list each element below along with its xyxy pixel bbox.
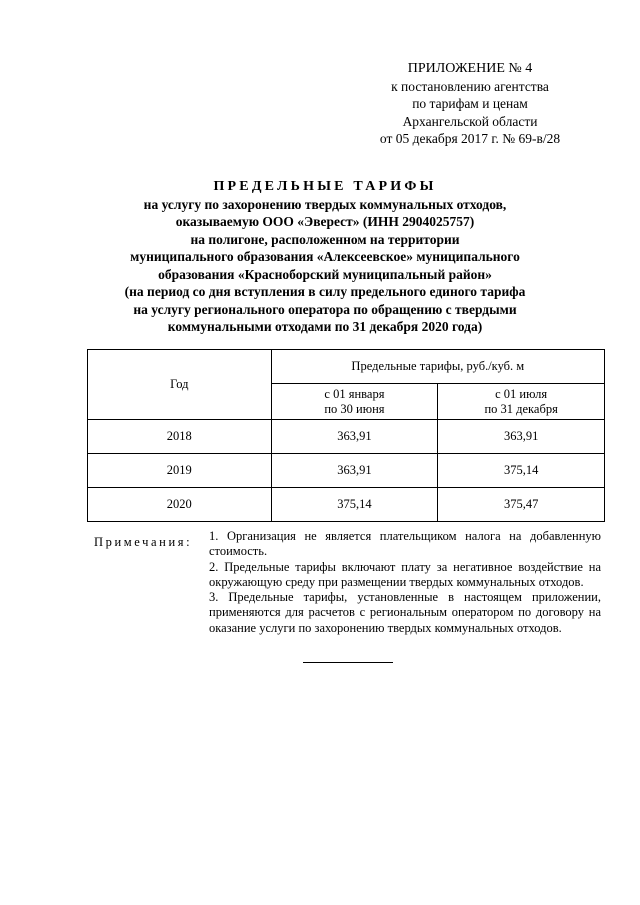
notes-list [209, 529, 601, 636]
heading-line: образования «Красноборский муниципальный район» [158, 266, 492, 282]
heading-line: (на период со дня вступления в силу предельного единого тарифа [124, 284, 526, 299]
tariffs-table [87, 349, 605, 522]
period-second-half-header [438, 384, 605, 420]
annex-block [330, 60, 610, 148]
note-item: 3. Предельные тарифы, установленные в настоящем приложении, применяются для расчетов с региональным оператором по договору на оказание услуги по захоронению твердых коммунальных отходов. [209, 590, 601, 635]
heading-line: на услугу по захоронению твердых коммунальных отходов, [143, 196, 507, 212]
period-line: с 01 июля [495, 386, 548, 401]
heading-line: на полигоне, расположенном на территории [190, 231, 460, 247]
period-line: по 30 июня [324, 401, 385, 416]
closing-divider [303, 662, 393, 663]
note-item: 2. Предельные тарифы включают плату за негативное воздействие на окружающую среду при размещении твердых коммунальных отходов. [209, 559, 601, 589]
heading-line: коммунальными отходами по 31 декабря 2020 года) [167, 319, 483, 334]
year-cell: 2018 [88, 420, 272, 454]
period-line: с 01 января [324, 386, 385, 401]
annex-title: ПРИЛОЖЕНИЕ № 4 [407, 61, 533, 76]
annex-line: по тарифам и ценам [412, 96, 528, 111]
table-row [88, 454, 605, 488]
notes-label: Примечания: [94, 535, 193, 549]
note-item: 1. Организация не является плательщиком налога на добавленную стоимость. [209, 529, 601, 559]
year-cell: 2019 [88, 454, 272, 488]
table-header-row [88, 350, 605, 384]
period-first-half-header [271, 384, 438, 420]
year-cell: 2020 [88, 488, 272, 522]
annex-line: к постановлению агентства [391, 78, 549, 94]
tariff-cell: 375,47 [438, 488, 605, 522]
heading-line: оказываемую ООО «Эверест» (ИНН 2904025757) [175, 214, 475, 229]
tariff-cell: 375,14 [438, 454, 605, 488]
heading-line: муниципального образования «Алексеевское» муниципального [130, 249, 520, 264]
heading-line: на услугу регионального оператора по обращению с твердыми [133, 301, 517, 317]
table-row [88, 488, 605, 522]
tariff-cell: 363,91 [271, 420, 438, 454]
table-row [88, 420, 605, 454]
tariff-header: Предельные тарифы, руб./куб. м [271, 350, 604, 384]
annex-line: от 05 декабря 2017 г. № 69-в/28 [379, 131, 561, 146]
annex-line: Архангельской области [402, 113, 538, 129]
year-header: Год [88, 350, 272, 420]
heading-title: ПРЕДЕЛЬНЫЕ ТАРИФЫ [213, 179, 437, 194]
tariff-cell: 363,91 [271, 454, 438, 488]
document-heading [70, 178, 580, 336]
tariff-cell: 375,14 [271, 488, 438, 522]
tariff-cell: 363,91 [438, 420, 605, 454]
period-line: по 31 декабря [484, 401, 558, 416]
